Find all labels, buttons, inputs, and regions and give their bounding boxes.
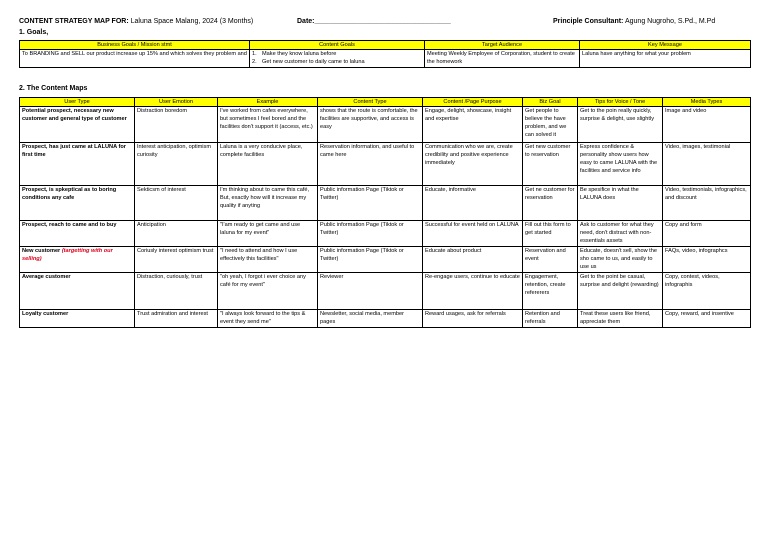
biz-goal-cell: Reservation and event xyxy=(523,247,578,273)
table-row xyxy=(20,247,751,273)
section-content-maps-heading: 2. The Content Maps xyxy=(19,85,88,92)
purpose-cell: Successful for event held on LALUNA xyxy=(423,221,523,247)
user-type-cell xyxy=(20,247,135,273)
title-label: CONTENT STRATEGY MAP FOR: xyxy=(19,18,129,25)
goals-header-cell: Key Message xyxy=(580,41,751,50)
content-type-cell: Reviewer xyxy=(318,273,423,310)
table-row xyxy=(20,221,751,247)
media-cell: Copy and form xyxy=(663,221,751,247)
content-type-cell: Newsletter, social media, member pages xyxy=(318,310,423,328)
user-type-label: New customer xyxy=(22,248,61,254)
table-row xyxy=(20,143,751,186)
goals-table xyxy=(19,40,751,68)
user-emotion-cell: Anticipation xyxy=(135,221,218,247)
tips-cell: Ask to customer for what they need, don't distract with non-essentials assets xyxy=(578,221,663,247)
maps-header-row xyxy=(20,98,751,107)
user-emotion-cell: Sekticsm of interest xyxy=(135,186,218,221)
goals-header-row xyxy=(20,41,751,50)
content-goal-text: Get new customer to daily came to laluna xyxy=(262,59,365,65)
user-type-cell: Potential prospect, necessary new customer and general type of customer xyxy=(20,107,135,143)
consultant-label: Principle Consultant: xyxy=(553,18,624,25)
example-cell: I've worked from cafes everywhere, but sometimes I feel bored and the facilities don't support it (access, etc.) xyxy=(218,107,318,143)
content-goals-list xyxy=(250,50,425,68)
tips-cell: Get to the poin really quickly, surprise & delight, use slightly xyxy=(578,107,663,143)
tips-cell: Get to the point be casual, surprise and delight (rewarding) xyxy=(578,273,663,310)
date-field xyxy=(297,17,451,26)
user-emotion-cell: Distraction, curiously, trust xyxy=(135,273,218,310)
table-row xyxy=(20,186,751,221)
media-cell: FAQs, video, infographcs xyxy=(663,247,751,273)
user-emotion-cell: Distraction boredom xyxy=(135,107,218,143)
goals-header-cell: Business Goals / Mission stmt xyxy=(20,41,250,50)
example-cell: Laluna is a very conducive place, complete facilities xyxy=(218,143,318,186)
target-audience: Meeting Weekly Employee of Corporation, student to create the homework xyxy=(425,50,580,68)
content-type-cell: Public information Page (Tiktok or Twitter) xyxy=(318,186,423,221)
content-goal-number: 1. xyxy=(252,51,257,57)
tips-cell: Educate, doesn't sell, show the sho came to us, and easily to use us xyxy=(578,247,663,273)
user-emotion-cell: Interest anticipation, optimism curiosity xyxy=(135,143,218,186)
goals-header-cell: Content Goals xyxy=(250,41,425,50)
user-type-cell: Prospect, is spkeptical as to boring conditions any cafe xyxy=(20,186,135,221)
user-type-note: (targetting with our selling) xyxy=(22,248,113,262)
media-cell: Copy, reward, and insentive xyxy=(663,310,751,328)
biz-goal-cell: Retention and referrals xyxy=(523,310,578,328)
user-emotion-cell: Coriusly interest optimism trust xyxy=(135,247,218,273)
consultant-line xyxy=(553,17,715,26)
table-row xyxy=(20,310,751,328)
biz-goal-cell: Engagement, retention, create refererers xyxy=(523,273,578,310)
user-emotion-cell: Trust admiration and interest xyxy=(135,310,218,328)
table-row xyxy=(20,273,751,310)
user-type-cell: Average customer xyxy=(20,273,135,310)
user-type-cell: Loyalty customer xyxy=(20,310,135,328)
date-label: Date:___________________________________ xyxy=(297,18,451,25)
content-type-cell: shows that the route is comfortable, the facilities are supportive, and access is easy xyxy=(318,107,423,143)
goals-header-cell: Target Audience xyxy=(425,41,580,50)
maps-header-cell: Example xyxy=(218,98,318,107)
tips-cell: Express confidence & personality show users how easy to came LALUNA with the facilities and service info xyxy=(578,143,663,186)
purpose-cell: Educate, informative xyxy=(423,186,523,221)
content-goal-item xyxy=(252,58,422,66)
purpose-cell: Engage, delight, showcase, insight and expertise xyxy=(423,107,523,143)
consultant-name: Agung Nugroho, S.Pd., M.Pd xyxy=(624,18,716,25)
example-cell: "I need to attend and how I use effectively this facilities" xyxy=(218,247,318,273)
example-cell: I'm thinking about to came this café, But, exactly how will it increase my quality if anyting xyxy=(218,186,318,221)
content-goal-text: Make they know laluna before xyxy=(262,51,337,57)
maps-header-cell: Tips for Voice / Tone xyxy=(578,98,663,107)
content-goal-number: 2. xyxy=(252,59,257,65)
maps-header-cell: Media Types xyxy=(663,98,751,107)
purpose-cell: Re-engage users, continue to educate xyxy=(423,273,523,310)
media-cell: Video, testimonials, infographics, and discount xyxy=(663,186,751,221)
table-row xyxy=(20,107,751,143)
section-goals-heading: 1. Goals, xyxy=(19,29,49,36)
example-cell: "oh yeah, I forgot i ever choice any café for my event" xyxy=(218,273,318,310)
maps-header-cell: Biz Goal xyxy=(523,98,578,107)
maps-header-cell: User Emotion xyxy=(135,98,218,107)
biz-goal-cell: Get new customer to reservation xyxy=(523,143,578,186)
user-type-cell: Prospect, reach to came and to buy xyxy=(20,221,135,247)
media-cell: Image and video xyxy=(663,107,751,143)
example-cell: "I'am ready to get came and use laluna for my event" xyxy=(218,221,318,247)
content-type-cell: Public information Page (Tiktok or Twitter) xyxy=(318,221,423,247)
maps-header-cell: Content /Page Purpose xyxy=(423,98,523,107)
goals-row xyxy=(20,50,751,68)
biz-goal-cell: Get people to believe the have problem, and we can solved it xyxy=(523,107,578,143)
purpose-cell: Reward usages, ask for referrals xyxy=(423,310,523,328)
content-type-cell: Public information Page (Tiktok or Twitter) xyxy=(318,247,423,273)
document-title xyxy=(19,17,253,26)
media-cell: Copy, contest, videos, infographis xyxy=(663,273,751,310)
purpose-cell: Educate about product xyxy=(423,247,523,273)
tips-cell: Treat these users like friend, appreciate them xyxy=(578,310,663,328)
title-value: Laluna Space Malang, 2024 (3 Months) xyxy=(130,18,254,25)
key-message: Laluna have anything for what your problem xyxy=(580,50,751,68)
content-goal-item xyxy=(252,50,422,58)
maps-header-cell: User Type xyxy=(20,98,135,107)
business-goal: To BRANDING and SELL our product increase up 15% and which solves they problem and xyxy=(20,50,250,68)
content-maps-table xyxy=(19,97,751,328)
maps-header-cell: Content Type xyxy=(318,98,423,107)
purpose-cell: Communication who we are, create credibility and positive experience immediately xyxy=(423,143,523,186)
tips-cell: Be spesifice in what the LALUNA does xyxy=(578,186,663,221)
media-cell: Video, images, testimonial xyxy=(663,143,751,186)
biz-goal-cell: Get ne customer for reservation xyxy=(523,186,578,221)
user-type-cell: Prospect, has just came at LALUNA for first time xyxy=(20,143,135,186)
content-type-cell: Reservation information, and useful to came here xyxy=(318,143,423,186)
example-cell: "I always look forward to the tips & event they send me" xyxy=(218,310,318,328)
biz-goal-cell: Fill out this form to get started xyxy=(523,221,578,247)
